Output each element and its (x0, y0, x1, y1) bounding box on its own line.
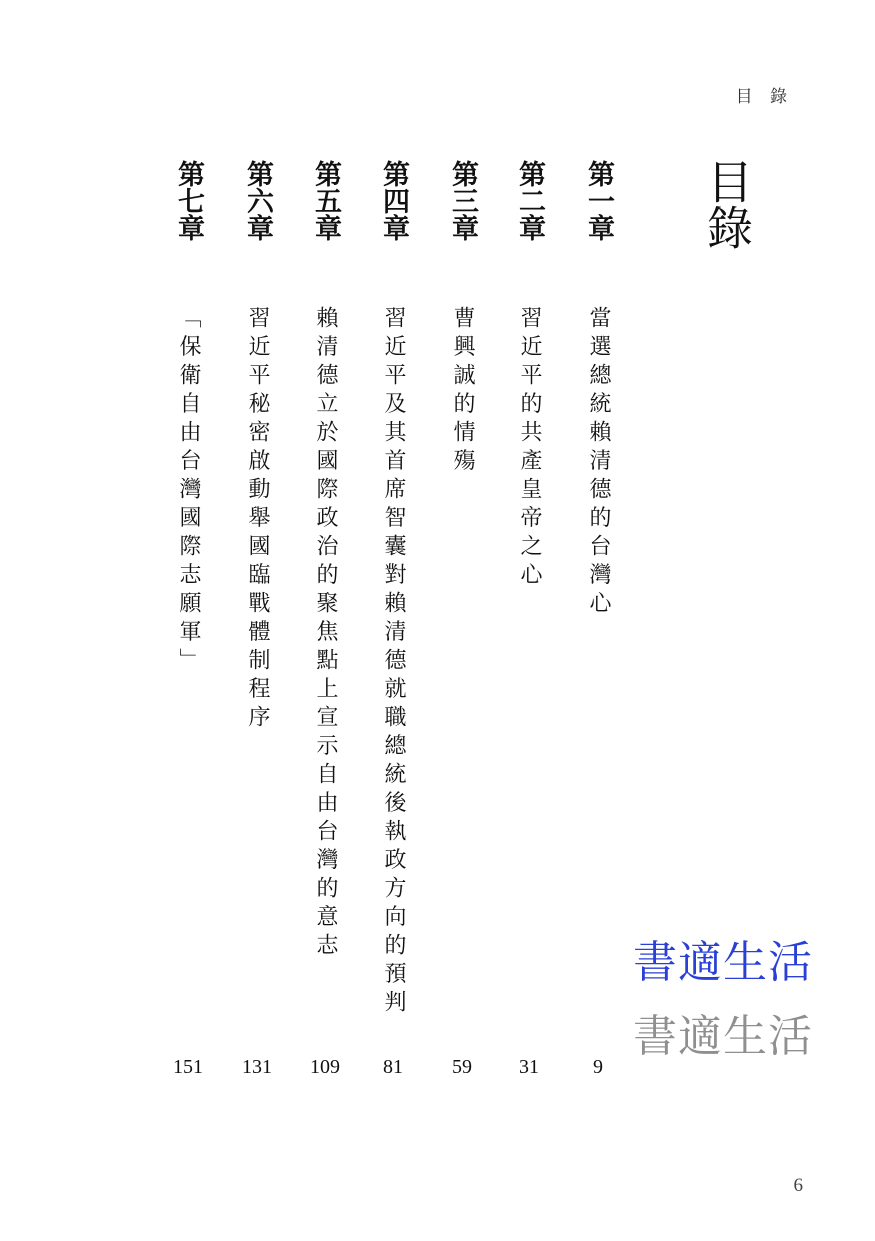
running-head: 目 錄 (735, 87, 793, 107)
toc-entry-3[interactable] (440, 160, 484, 1100)
chapter-title: 習近平及其首席智囊對賴清德就職總統後執政方向的預判 (381, 306, 406, 1019)
chapter-page-number: 81 (383, 1056, 403, 1078)
page-number: 6 (793, 1175, 803, 1196)
chapter-title: 賴清德立於國際政治的聚焦點上宣示自由台灣的意志 (313, 306, 338, 962)
chapter-label: 第六章 (242, 160, 273, 241)
publisher-watermark-gray: 書適生活 (633, 1011, 813, 1062)
toc-entry-7[interactable] (166, 160, 210, 1100)
chapter-title: 「保衛自由台灣國際志願軍」 (176, 306, 201, 677)
chapter-page-number: 31 (519, 1056, 539, 1078)
publisher-watermark-blue: 書適生活 (633, 937, 813, 988)
chapter-page-number: 109 (310, 1056, 340, 1078)
chapter-page-number: 9 (593, 1056, 603, 1078)
chapter-label: 第五章 (310, 160, 341, 241)
chapter-label: 第三章 (447, 160, 478, 241)
chapter-page-number: 151 (173, 1056, 203, 1078)
toc-entry-4[interactable] (371, 160, 415, 1100)
chapter-page-number: 131 (242, 1056, 272, 1078)
chapter-label: 第一章 (583, 160, 614, 241)
chapter-page-number: 59 (452, 1056, 472, 1078)
toc-entry-2[interactable] (507, 160, 551, 1100)
toc-entry-5[interactable] (303, 160, 347, 1100)
chapter-title: 習近平的共產皇帝之心 (517, 306, 542, 591)
table-of-contents (160, 160, 620, 1100)
chapter-label: 第四章 (378, 160, 409, 241)
toc-entry-1[interactable] (576, 160, 620, 1100)
chapter-label: 第二章 (514, 160, 545, 241)
chapter-title: 當選總統賴清德的台灣心 (586, 306, 611, 620)
chapter-title: 曹興誠的情殤 (450, 306, 475, 477)
toc-heading: 目錄 (700, 158, 754, 250)
toc-entry-6[interactable] (235, 160, 279, 1100)
chapter-label: 第七章 (173, 160, 204, 241)
chapter-title: 習近平秘密啟動舉國臨戰體制程序 (245, 306, 270, 734)
